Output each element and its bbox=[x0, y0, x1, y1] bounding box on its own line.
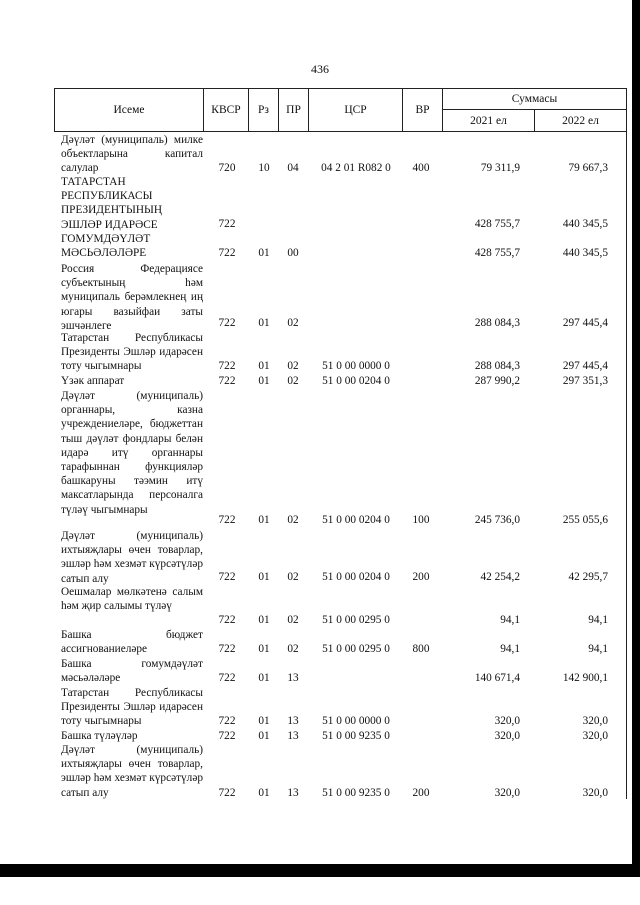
row-2022: 42 295,7 bbox=[568, 571, 608, 583]
row-2021: 428 755,7 bbox=[474, 218, 520, 230]
row-name: Үзәк аппарат bbox=[61, 375, 125, 387]
scan-edge-right bbox=[632, 0, 640, 877]
row-csr: 51 0 00 9235 0 bbox=[322, 730, 390, 742]
row-kvsr: 722 bbox=[218, 571, 236, 583]
row-2021: 287 990,2 bbox=[474, 375, 520, 387]
header-csr: ЦСР bbox=[308, 88, 402, 132]
header-name: Исеме bbox=[54, 88, 203, 132]
row-kvsr: 722 bbox=[218, 672, 236, 684]
row-pr: 13 bbox=[287, 730, 299, 742]
page-number: 436 bbox=[311, 62, 329, 76]
row-pr: 02 bbox=[287, 614, 299, 626]
row-2022: 297 445,4 bbox=[562, 317, 608, 329]
row-vr: 200 bbox=[412, 787, 430, 799]
row-rz: 01 bbox=[258, 614, 270, 626]
row-kvsr: 722 bbox=[218, 247, 236, 259]
row-pr: 13 bbox=[287, 787, 299, 799]
row-pr: 02 bbox=[287, 643, 299, 655]
row-kvsr: 722 bbox=[218, 218, 236, 230]
row-rz: 10 bbox=[258, 162, 270, 174]
row-pr: 13 bbox=[287, 672, 299, 684]
row-2021: 320,0 bbox=[494, 787, 520, 799]
scan-edge-bottom bbox=[0, 864, 640, 877]
row-2022: 440 345,5 bbox=[562, 247, 608, 259]
row-kvsr: 722 bbox=[218, 643, 236, 655]
row-pr: 02 bbox=[287, 514, 299, 526]
row-csr: 51 0 00 0000 0 bbox=[322, 715, 390, 727]
row-2022: 440 345,5 bbox=[562, 218, 608, 230]
row-name: Оешмалар мөлкәтенә салым һәм җир салымы түләү bbox=[61, 586, 203, 613]
row-2022: 94,1 bbox=[588, 643, 608, 655]
row-name: Татарстан Республикасы Президенты Эшләр идарәсен тоту чыгымнары bbox=[61, 687, 203, 728]
row-rz: 01 bbox=[258, 247, 270, 259]
row-2022: 297 445,4 bbox=[562, 360, 608, 372]
row-csr: 51 0 00 0295 0 bbox=[322, 643, 390, 655]
header-vr: ВР bbox=[402, 88, 442, 132]
row-name: Дәүләт (муниципаль) милке объектларына капитал салулар bbox=[61, 134, 203, 175]
row-rz: 01 bbox=[258, 730, 270, 742]
row-kvsr: 722 bbox=[218, 715, 236, 727]
row-name: ГОМУМДӘҮЛӘТ МӘСЬӘЛӘЛӘРЕ bbox=[61, 233, 151, 260]
row-name: Россия Федерациясе субъектының һәм муниципаль берәмлекнең иң югары вазыйфаи заты эшчәнлеге bbox=[61, 263, 203, 332]
row-2021: 94,1 bbox=[500, 643, 520, 655]
row-rz: 01 bbox=[258, 643, 270, 655]
row-name: Башка түләүләр bbox=[61, 730, 138, 742]
row-kvsr: 722 bbox=[218, 317, 236, 329]
row-2022: 255 055,6 bbox=[562, 514, 608, 526]
row-kvsr: 722 bbox=[218, 360, 236, 372]
row-name: Башка бюджет ассигнованиеләре bbox=[61, 629, 203, 656]
row-2022: 320,0 bbox=[582, 715, 608, 727]
row-rz: 01 bbox=[258, 787, 270, 799]
row-2021: 42 254,2 bbox=[480, 571, 520, 583]
row-rz: 01 bbox=[258, 360, 270, 372]
table-header bbox=[54, 88, 626, 132]
row-csr: 51 0 00 0295 0 bbox=[322, 614, 390, 626]
row-kvsr: 722 bbox=[218, 614, 236, 626]
row-2021: 428 755,7 bbox=[474, 247, 520, 259]
row-kvsr: 722 bbox=[218, 375, 236, 387]
row-vr: 200 bbox=[412, 571, 430, 583]
row-name: Дәүләт (муниципаль) органнары, казна учреждениеләре, бюджеттан тыш дәүләт фондлары белән идарә итү органнары тарафыннан функцияләр башкаруны тәэмин итү максатларында персоналга түләү чыгымнары bbox=[61, 390, 203, 516]
row-vr: 100 bbox=[412, 514, 430, 526]
row-2021: 320,0 bbox=[494, 730, 520, 742]
header-2022: 2022 ел bbox=[534, 110, 626, 132]
row-name: Дәүләт (муниципаль) ихтыяҗлары өчен товарлар, эшләр һәм хезмәт күрсәтүләр сатып алу bbox=[61, 530, 203, 585]
row-2022: 320,0 bbox=[582, 787, 608, 799]
row-pr: 02 bbox=[287, 571, 299, 583]
row-csr: 51 0 00 0204 0 bbox=[322, 375, 390, 387]
row-csr: 04 2 01 R082 0 bbox=[321, 162, 391, 174]
row-2022: 320,0 bbox=[582, 730, 608, 742]
row-2021: 288 084,3 bbox=[474, 317, 520, 329]
row-kvsr: 722 bbox=[218, 730, 236, 742]
row-kvsr: 722 bbox=[218, 787, 236, 799]
row-2022: 79 667,3 bbox=[568, 162, 608, 174]
header-2021: 2021 ел bbox=[442, 110, 534, 132]
row-2021: 245 736,0 bbox=[474, 514, 520, 526]
row-2021: 140 671,4 bbox=[474, 672, 520, 684]
row-name: Башка гомумдәүләт мәсьәләләре bbox=[61, 658, 203, 685]
row-2022: 297 351,3 bbox=[562, 375, 608, 387]
row-vr: 400 bbox=[412, 162, 430, 174]
row-2021: 79 311,9 bbox=[480, 162, 520, 174]
row-pr: 02 bbox=[287, 360, 299, 372]
row-pr: 00 bbox=[287, 247, 299, 259]
row-rz: 01 bbox=[258, 514, 270, 526]
header-rz: Рз bbox=[248, 88, 278, 132]
row-csr: 51 0 00 0000 0 bbox=[322, 360, 390, 372]
row-pr: 13 bbox=[287, 715, 299, 727]
row-csr: 51 0 00 9235 0 bbox=[322, 787, 390, 799]
row-rz: 01 bbox=[258, 672, 270, 684]
row-2022: 142 900,1 bbox=[562, 672, 608, 684]
row-kvsr: 720 bbox=[218, 162, 236, 174]
header-pr: ПР bbox=[278, 88, 308, 132]
row-rz: 01 bbox=[258, 375, 270, 387]
row-rz: 01 bbox=[258, 571, 270, 583]
row-pr: 04 bbox=[287, 162, 299, 174]
row-name: Дәүләт (муниципаль) ихтыяҗлары өчен товарлар, эшләр һәм хезмәт күрсәтүләр сатып алу bbox=[61, 744, 203, 799]
row-csr: 51 0 00 0204 0 bbox=[322, 514, 390, 526]
row-name: Татарстан Республикасы Президенты Эшләр идарәсен тоту чыгымнары bbox=[61, 332, 203, 373]
row-kvsr: 722 bbox=[218, 514, 236, 526]
row-rz: 01 bbox=[258, 715, 270, 727]
row-2022: 94,1 bbox=[588, 614, 608, 626]
row-2021: 320,0 bbox=[494, 715, 520, 727]
row-csr: 51 0 00 0204 0 bbox=[322, 571, 390, 583]
row-2021: 288 084,3 bbox=[474, 360, 520, 372]
row-pr: 02 bbox=[287, 375, 299, 387]
row-name: ТАТАРСТАН РЕСПУБЛИКАСЫ ПРЕЗИДЕНТЫНЫҢ ЭШЛӘР ИДАРӘСЕ bbox=[61, 176, 162, 231]
header-kvsr: КВСР bbox=[203, 88, 248, 132]
row-pr: 02 bbox=[287, 317, 299, 329]
row-2021: 94,1 bbox=[500, 614, 520, 626]
row-rz: 01 bbox=[258, 317, 270, 329]
header-sums: Суммасы bbox=[442, 88, 626, 110]
row-vr: 800 bbox=[412, 643, 430, 655]
